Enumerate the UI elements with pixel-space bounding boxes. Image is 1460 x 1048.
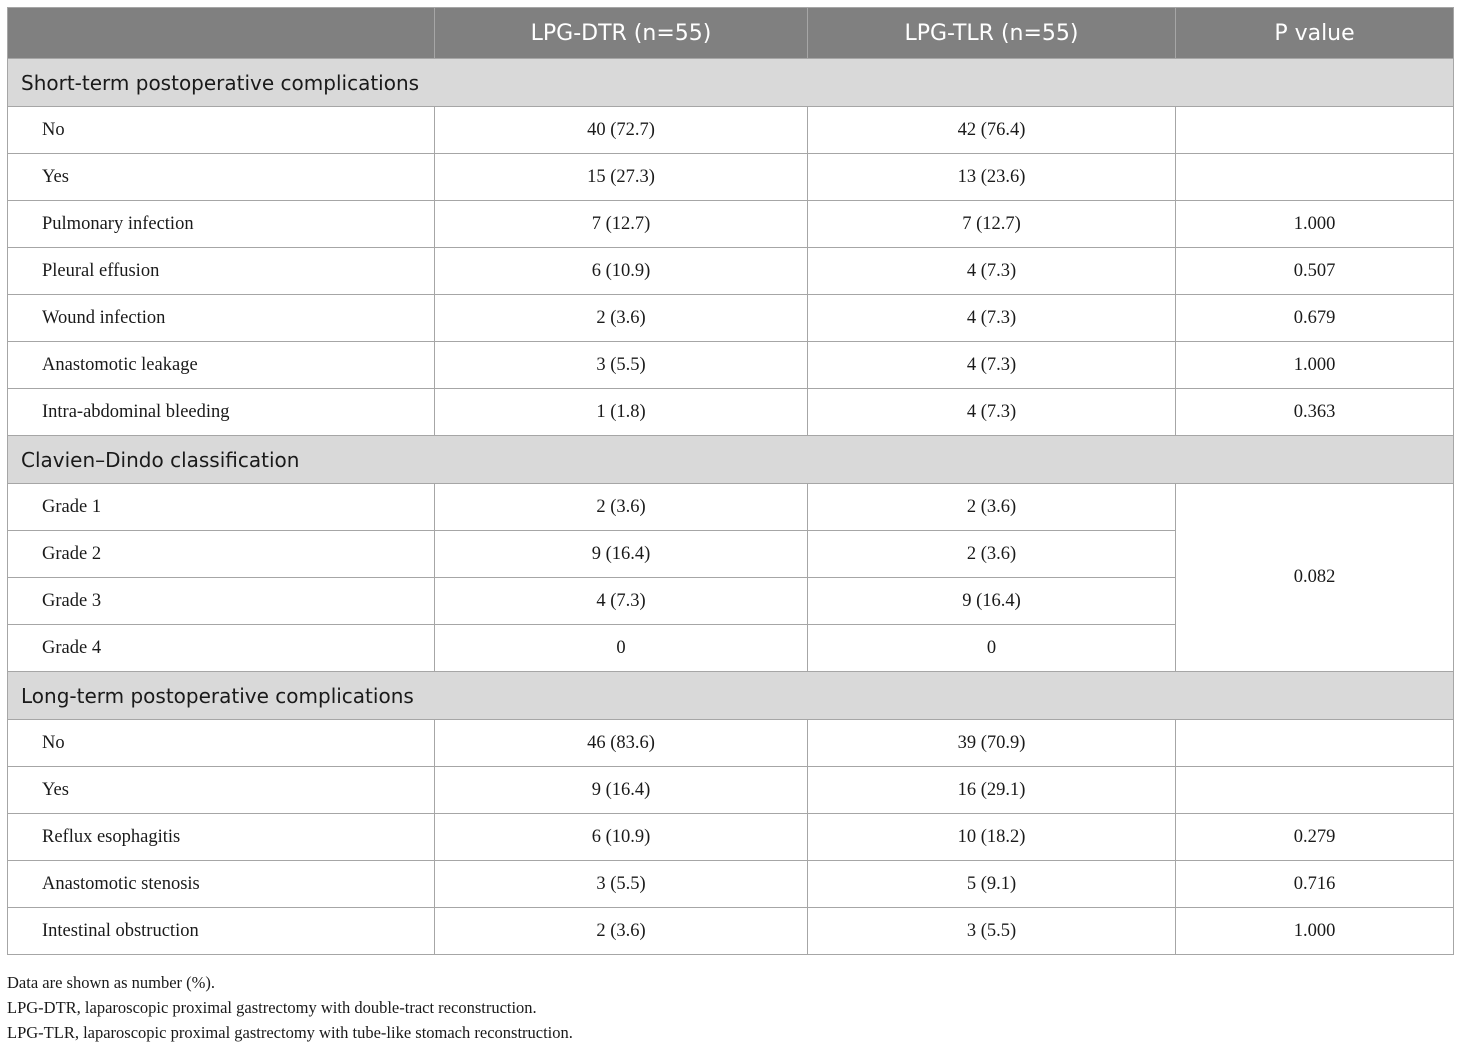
row-label: Intra-abdominal bleeding — [8, 389, 435, 436]
section-header-row — [8, 59, 1454, 107]
row-label: Intestinal obstruction — [8, 908, 435, 955]
table-row — [8, 248, 1454, 295]
section-header-row — [8, 672, 1454, 720]
p-value: 0.363 — [1176, 389, 1454, 436]
p-value: 0.507 — [1176, 248, 1454, 295]
p-value — [1176, 720, 1454, 767]
tlr-value: 39 (70.9) — [808, 720, 1176, 767]
dtr-value: 9 (16.4) — [435, 531, 808, 578]
p-value: 1.000 — [1176, 908, 1454, 955]
complications-table — [7, 7, 1454, 955]
table-row — [8, 908, 1454, 955]
table-row — [8, 342, 1454, 389]
table-row — [8, 484, 1454, 531]
dtr-value: 7 (12.7) — [435, 201, 808, 248]
table-footnotes — [7, 970, 573, 1045]
row-label: Pulmonary infection — [8, 201, 435, 248]
tlr-value: 0 — [808, 625, 1176, 672]
row-label: Pleural effusion — [8, 248, 435, 295]
row-label: No — [8, 107, 435, 154]
p-value: 0.679 — [1176, 295, 1454, 342]
dtr-value: 15 (27.3) — [435, 154, 808, 201]
table-row — [8, 861, 1454, 908]
tlr-value: 2 (3.6) — [808, 531, 1176, 578]
p-value — [1176, 107, 1454, 154]
tlr-value: 3 (5.5) — [808, 908, 1176, 955]
footnote-lpg-dtr: LPG-DTR, laparoscopic proximal gastrectomy with double-tract reconstruction. — [7, 998, 537, 1017]
dtr-value: 46 (83.6) — [435, 720, 808, 767]
table-row — [8, 767, 1454, 814]
dtr-value: 1 (1.8) — [435, 389, 808, 436]
table-row — [8, 814, 1454, 861]
footnote-data-format: Data are shown as number (%). — [7, 973, 216, 992]
p-value: 0.716 — [1176, 861, 1454, 908]
tlr-value: 13 (23.6) — [808, 154, 1176, 201]
table-row — [8, 201, 1454, 248]
row-label: Grade 4 — [8, 625, 435, 672]
row-label: Grade 3 — [8, 578, 435, 625]
p-value-merged: 0.082 — [1176, 484, 1454, 672]
dtr-value: 2 (3.6) — [435, 295, 808, 342]
tlr-value: 7 (12.7) — [808, 201, 1176, 248]
header-lpg-dtr: LPG-DTR (n=55) — [435, 8, 808, 59]
dtr-value: 40 (72.7) — [435, 107, 808, 154]
section-header-row — [8, 436, 1454, 484]
row-label: Reflux esophagitis — [8, 814, 435, 861]
row-label: Yes — [8, 767, 435, 814]
dtr-value: 3 (5.5) — [435, 861, 808, 908]
dtr-value: 0 — [435, 625, 808, 672]
row-label: No — [8, 720, 435, 767]
tlr-value: 4 (7.3) — [808, 389, 1176, 436]
row-label: Grade 1 — [8, 484, 435, 531]
tlr-value: 4 (7.3) — [808, 295, 1176, 342]
table-row — [8, 720, 1454, 767]
tlr-value: 2 (3.6) — [808, 484, 1176, 531]
section-title-short-term: Short-term postoperative complications — [8, 59, 1454, 107]
table-row — [8, 295, 1454, 342]
dtr-value: 6 (10.9) — [435, 814, 808, 861]
tlr-value: 42 (76.4) — [808, 107, 1176, 154]
dtr-value: 2 (3.6) — [435, 484, 808, 531]
dtr-value: 9 (16.4) — [435, 767, 808, 814]
tlr-value: 9 (16.4) — [808, 578, 1176, 625]
header-row — [8, 8, 1454, 59]
p-value — [1176, 154, 1454, 201]
header-lpg-tlr: LPG-TLR (n=55) — [808, 8, 1176, 59]
table-row — [8, 389, 1454, 436]
section-title-clavien-dindo: Clavien–Dindo classification — [8, 436, 1454, 484]
p-value — [1176, 767, 1454, 814]
table-row — [8, 154, 1454, 201]
tlr-value: 4 (7.3) — [808, 342, 1176, 389]
row-label: Yes — [8, 154, 435, 201]
tlr-value: 4 (7.3) — [808, 248, 1176, 295]
footnote-lpg-tlr: LPG-TLR, laparoscopic proximal gastrectomy with tube-like stomach reconstruction. — [7, 1023, 573, 1042]
tlr-value: 16 (29.1) — [808, 767, 1176, 814]
dtr-value: 3 (5.5) — [435, 342, 808, 389]
p-value: 0.279 — [1176, 814, 1454, 861]
dtr-value: 2 (3.6) — [435, 908, 808, 955]
tlr-value: 10 (18.2) — [808, 814, 1176, 861]
row-label: Anastomotic stenosis — [8, 861, 435, 908]
row-label: Wound infection — [8, 295, 435, 342]
dtr-value: 4 (7.3) — [435, 578, 808, 625]
tlr-value: 5 (9.1) — [808, 861, 1176, 908]
table-row — [8, 107, 1454, 154]
header-blank — [8, 8, 435, 59]
section-title-long-term: Long-term postoperative complications — [8, 672, 1454, 720]
p-value: 1.000 — [1176, 342, 1454, 389]
p-value: 1.000 — [1176, 201, 1454, 248]
dtr-value: 6 (10.9) — [435, 248, 808, 295]
row-label: Grade 2 — [8, 531, 435, 578]
row-label: Anastomotic leakage — [8, 342, 435, 389]
header-p-value: P value — [1176, 8, 1454, 59]
